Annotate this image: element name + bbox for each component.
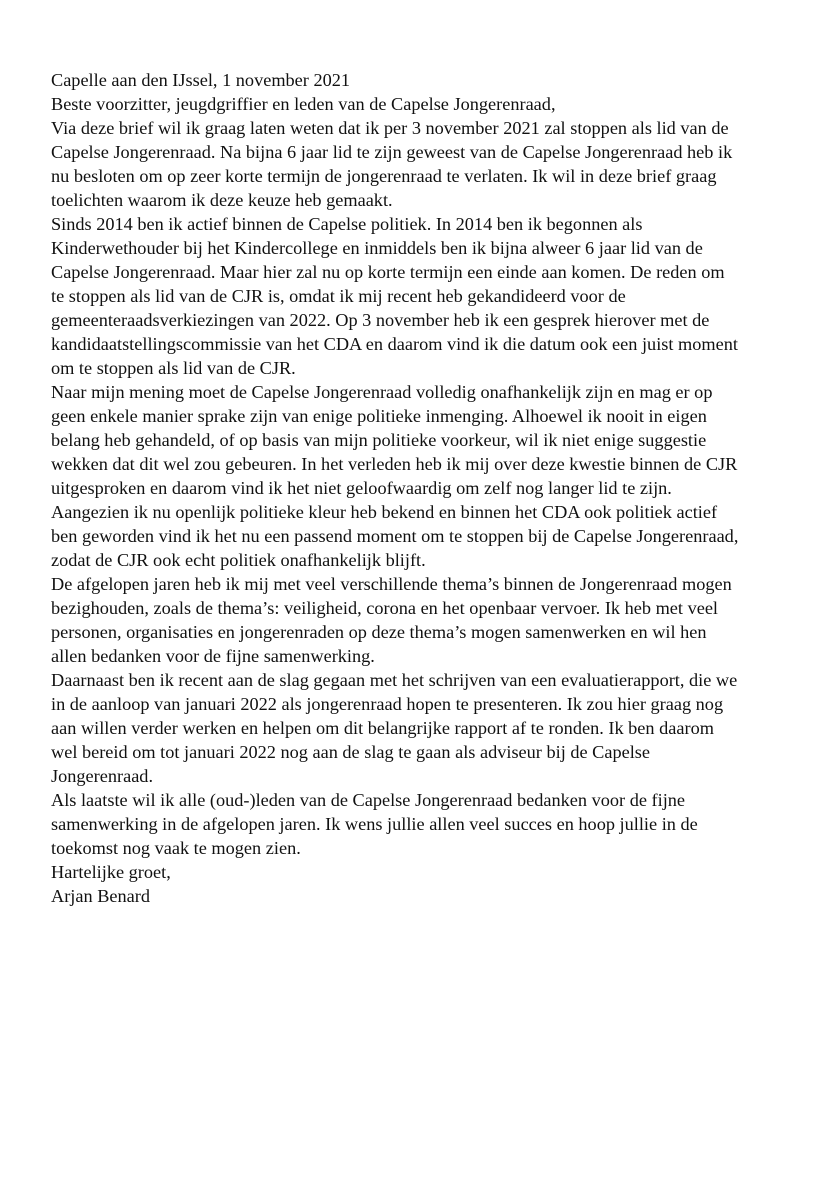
paragraph-themes: De afgelopen jaren heb ik mij met veel verschillende thema’s binnen de Jongerenraad mogen bezighouden, zoals de thema’s: veiligheid, corona en het openbaar vervoer. Ik heb met veel personen, organisaties en jongerenraden op deze thema’s mogen samenwerken en wil hen allen bedanken voor de fijne samenwerking. — [51, 574, 732, 666]
letter-page — [51, 68, 791, 908]
closing: Hartelijke groet, — [51, 862, 171, 882]
place-date: Capelle aan den IJssel, 1 november 2021 — [51, 70, 351, 90]
paragraph-resignation: Via deze brief wil ik graag laten weten dat ik per 3 november 2021 zal stoppen als lid van de Capelse Jongerenraad. Na bijna 6 jaar lid te zijn geweest van de Capelse Jongerenraad heb ik nu besloten om op zeer korte termijn de jongerenraad te verlaten. Ik wil in deze brief graag toelichten waarom ik deze keuze heb gemaakt. — [51, 118, 733, 210]
paragraph-background: Sinds 2014 ben ik actief binnen de Capelse politiek. In 2014 ben ik begonnen als Kinderwethouder bij het Kindercollege en inmiddels ben ik bijna alweer 6 jaar lid van de Capelse Jongerenraad. Maar hier zal nu op korte termijn een einde aan komen. De reden om te stoppen als lid van de CJR is, omdat ik mij recent heb gekandideerd voor de gemeenteraadsverkiezingen van 2022. Op 3 november heb ik een gesprek hierover met de kandidaatstellingscommissie van het CDA en daarom vind ik die datum ook een juist moment om te stoppen als lid van de CJR. — [51, 214, 738, 378]
signature-name: Arjan Benard — [51, 886, 150, 906]
paragraph-independence: Naar mijn mening moet de Capelse Jongerenraad volledig onafhankelijk zijn en mag er op geen enkele manier sprake zijn van enige politieke inmenging. Alhoewel ik nooit in eigen belang heb gehandeld, of op basis van mijn politieke voorkeur, wil ik niet enige suggestie wekken dat dit wel zou gebeuren. In het verleden heb ik mij over deze kwestie binnen de CJR uitgesproken en daarom vind ik het niet geloofwaardig om zelf nog langer lid te zijn. Aangezien ik nu openlijk politieke kleur heb bekend en binnen het CDA ook politiek actief ben geworden vind ik het nu een passend moment om te stoppen bij de Capelse Jongerenraad, zodat de CJR ook echt politiek onafhankelijk blijft. — [51, 382, 739, 570]
paragraph-evaluation-report: Daarnaast ben ik recent aan de slag gegaan met het schrijven van een evaluatierapport, die we in de aanloop van januari 2022 als jongerenraad hopen te presenteren. Ik zou hier graag nog aan willen verder werken en helpen om dit belangrijke rapport af te ronden. Ik ben daarom wel bereid om tot januari 2022 nog aan de slag te gaan als adviseur bij de Capelse Jongerenraad. — [51, 670, 738, 786]
paragraph-thanks: Als laatste wil ik alle (oud-)leden van de Capelse Jongerenraad bedanken voor de fijne samenwerking in de afgelopen jaren. Ik wens jullie allen veel succes en hoop jullie in de toekomst nog vaak te mogen zien. — [51, 790, 698, 858]
salutation: Beste voorzitter, jeugdgriffier en leden van de Capelse Jongerenraad, — [51, 94, 556, 114]
